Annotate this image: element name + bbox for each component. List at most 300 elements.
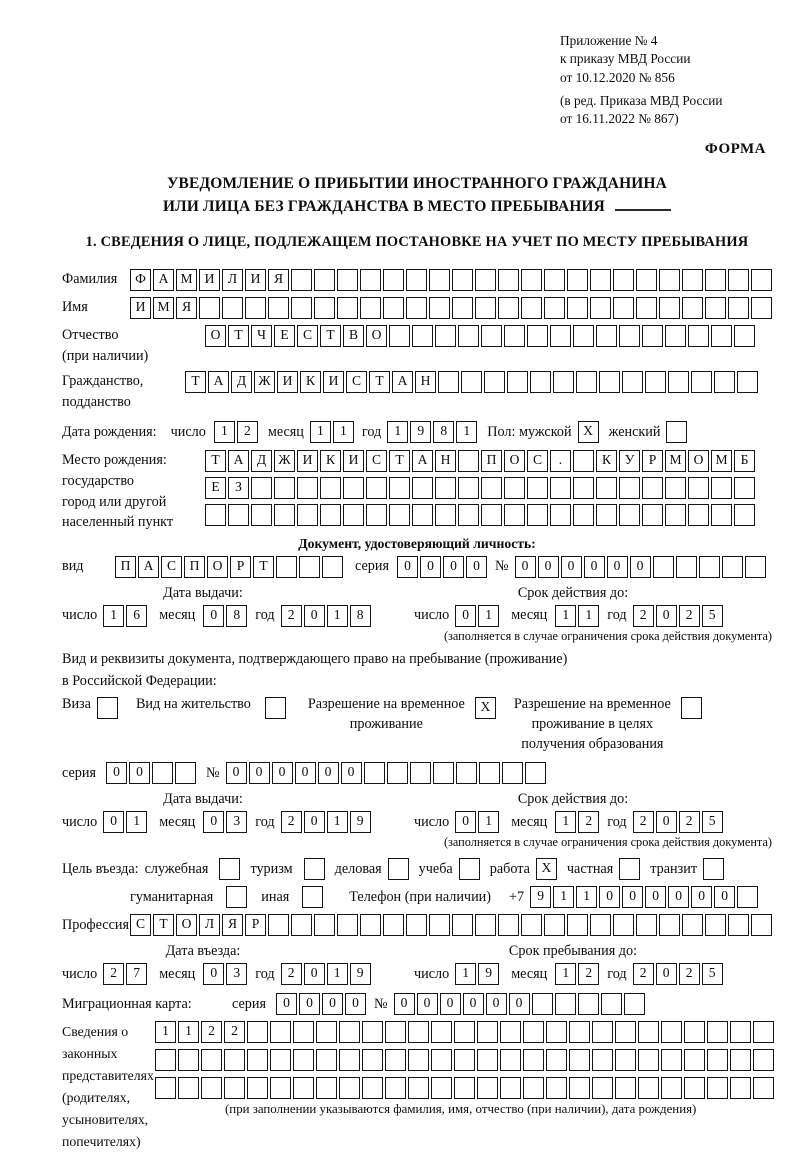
- char-box[interactable]: [406, 297, 427, 319]
- char-box[interactable]: Т: [369, 371, 390, 393]
- char-box[interactable]: 3: [226, 963, 247, 985]
- char-box[interactable]: [530, 371, 551, 393]
- char-box[interactable]: [688, 504, 709, 526]
- char-box[interactable]: [224, 1049, 245, 1071]
- char-box[interactable]: М: [176, 269, 197, 291]
- char-box[interactable]: [682, 297, 703, 319]
- char-box[interactable]: [201, 1077, 222, 1099]
- char-box[interactable]: [734, 504, 755, 526]
- char-box[interactable]: Ж: [274, 450, 295, 472]
- char-box[interactable]: 0: [466, 556, 487, 578]
- char-box[interactable]: [322, 556, 343, 578]
- char-box[interactable]: [691, 371, 712, 393]
- char-box[interactable]: [433, 762, 454, 784]
- char-box[interactable]: 0: [455, 811, 476, 833]
- char-box[interactable]: [728, 269, 749, 291]
- char-box[interactable]: Б: [734, 450, 755, 472]
- purpose-humanitarian-checkbox[interactable]: [226, 886, 247, 908]
- char-box[interactable]: Я: [222, 914, 243, 936]
- purpose-private-checkbox[interactable]: [619, 858, 640, 880]
- char-box[interactable]: О: [688, 450, 709, 472]
- char-box[interactable]: 0: [561, 556, 582, 578]
- char-box[interactable]: [389, 325, 410, 347]
- char-box[interactable]: [498, 297, 519, 319]
- char-box[interactable]: [481, 504, 502, 526]
- char-box[interactable]: [410, 762, 431, 784]
- char-box[interactable]: 0: [276, 993, 297, 1015]
- char-box[interactable]: [360, 297, 381, 319]
- char-box[interactable]: 1: [555, 963, 576, 985]
- char-box[interactable]: [590, 914, 611, 936]
- char-box[interactable]: [454, 1077, 475, 1099]
- char-box[interactable]: 0: [656, 811, 677, 833]
- char-box[interactable]: [550, 504, 571, 526]
- char-box[interactable]: [320, 477, 341, 499]
- char-box[interactable]: 1: [126, 811, 147, 833]
- char-box[interactable]: [481, 477, 502, 499]
- char-box[interactable]: [454, 1049, 475, 1071]
- char-box[interactable]: Т: [389, 450, 410, 472]
- char-box[interactable]: С: [297, 325, 318, 347]
- char-box[interactable]: [408, 1049, 429, 1071]
- char-box[interactable]: В: [343, 325, 364, 347]
- purpose-official-checkbox[interactable]: [219, 858, 240, 880]
- char-box[interactable]: [590, 269, 611, 291]
- char-box[interactable]: А: [228, 450, 249, 472]
- char-box[interactable]: [314, 914, 335, 936]
- char-box[interactable]: А: [138, 556, 159, 578]
- char-box[interactable]: [477, 1049, 498, 1071]
- char-box[interactable]: И: [297, 450, 318, 472]
- char-box[interactable]: [567, 297, 588, 319]
- char-box[interactable]: [360, 269, 381, 291]
- char-box[interactable]: [385, 1049, 406, 1071]
- char-box[interactable]: [477, 1021, 498, 1043]
- char-box[interactable]: [751, 297, 772, 319]
- char-box[interactable]: 0: [394, 993, 415, 1015]
- char-box[interactable]: С: [130, 914, 151, 936]
- char-box[interactable]: [730, 1021, 751, 1043]
- char-box[interactable]: [665, 504, 686, 526]
- char-box[interactable]: А: [208, 371, 229, 393]
- char-box[interactable]: С: [366, 450, 387, 472]
- char-box[interactable]: [714, 371, 735, 393]
- char-box[interactable]: [569, 1077, 590, 1099]
- char-box[interactable]: И: [199, 269, 220, 291]
- char-box[interactable]: 1: [555, 605, 576, 627]
- char-box[interactable]: 1: [576, 886, 597, 908]
- char-box[interactable]: [360, 914, 381, 936]
- char-box[interactable]: [152, 762, 173, 784]
- char-box[interactable]: [527, 325, 548, 347]
- char-box[interactable]: [728, 914, 749, 936]
- char-box[interactable]: [544, 269, 565, 291]
- char-box[interactable]: [550, 477, 571, 499]
- char-box[interactable]: [521, 269, 542, 291]
- char-box[interactable]: 0: [515, 556, 536, 578]
- char-box[interactable]: [299, 556, 320, 578]
- char-box[interactable]: [688, 325, 709, 347]
- char-box[interactable]: [245, 297, 266, 319]
- char-box[interactable]: 1: [553, 886, 574, 908]
- char-box[interactable]: [753, 1077, 774, 1099]
- char-box[interactable]: [316, 1021, 337, 1043]
- char-box[interactable]: [337, 914, 358, 936]
- char-box[interactable]: [619, 325, 640, 347]
- char-box[interactable]: [316, 1077, 337, 1099]
- char-box[interactable]: [527, 477, 548, 499]
- char-box[interactable]: Е: [274, 325, 295, 347]
- char-box[interactable]: [475, 914, 496, 936]
- char-box[interactable]: 0: [272, 762, 293, 784]
- char-box[interactable]: И: [130, 297, 151, 319]
- char-box[interactable]: 0: [584, 556, 605, 578]
- char-box[interactable]: [475, 297, 496, 319]
- char-box[interactable]: [636, 269, 657, 291]
- char-box[interactable]: 2: [633, 605, 654, 627]
- char-box[interactable]: [364, 762, 385, 784]
- char-box[interactable]: [707, 1021, 728, 1043]
- purpose-work-checkbox[interactable]: X: [536, 858, 557, 880]
- char-box[interactable]: [722, 556, 743, 578]
- char-box[interactable]: [699, 556, 720, 578]
- char-box[interactable]: [613, 297, 634, 319]
- char-box[interactable]: 0: [249, 762, 270, 784]
- char-box[interactable]: [592, 1021, 613, 1043]
- char-box[interactable]: [682, 269, 703, 291]
- char-box[interactable]: 9: [410, 421, 431, 443]
- char-box[interactable]: [684, 1021, 705, 1043]
- char-box[interactable]: [270, 1049, 291, 1071]
- char-box[interactable]: [661, 1021, 682, 1043]
- char-box[interactable]: [383, 914, 404, 936]
- char-box[interactable]: 0: [304, 811, 325, 833]
- char-box[interactable]: [297, 477, 318, 499]
- char-box[interactable]: П: [481, 450, 502, 472]
- char-box[interactable]: [546, 1021, 567, 1043]
- char-box[interactable]: 0: [622, 886, 643, 908]
- char-box[interactable]: [711, 477, 732, 499]
- char-box[interactable]: [661, 1077, 682, 1099]
- char-box[interactable]: [458, 450, 479, 472]
- char-box[interactable]: [682, 914, 703, 936]
- char-box[interactable]: [431, 1049, 452, 1071]
- char-box[interactable]: 2: [281, 605, 302, 627]
- char-box[interactable]: 2: [633, 811, 654, 833]
- char-box[interactable]: 0: [226, 762, 247, 784]
- char-box[interactable]: [178, 1077, 199, 1099]
- char-box[interactable]: [452, 269, 473, 291]
- char-box[interactable]: [155, 1049, 176, 1071]
- char-box[interactable]: [596, 504, 617, 526]
- char-box[interactable]: 0: [645, 886, 666, 908]
- char-box[interactable]: [507, 371, 528, 393]
- char-box[interactable]: [642, 325, 663, 347]
- char-box[interactable]: [619, 504, 640, 526]
- char-box[interactable]: 0: [607, 556, 628, 578]
- char-box[interactable]: [435, 477, 456, 499]
- char-box[interactable]: [734, 477, 755, 499]
- char-box[interactable]: 0: [668, 886, 689, 908]
- char-box[interactable]: М: [153, 297, 174, 319]
- char-box[interactable]: 1: [327, 963, 348, 985]
- sex-male-checkbox[interactable]: X: [578, 421, 599, 443]
- char-box[interactable]: 1: [578, 605, 599, 627]
- char-box[interactable]: [546, 1049, 567, 1071]
- char-box[interactable]: [479, 762, 500, 784]
- char-box[interactable]: 5: [702, 963, 723, 985]
- char-box[interactable]: [707, 1077, 728, 1099]
- char-box[interactable]: [316, 1049, 337, 1071]
- char-box[interactable]: 0: [420, 556, 441, 578]
- purpose-transit-checkbox[interactable]: [703, 858, 724, 880]
- char-box[interactable]: [668, 371, 689, 393]
- char-box[interactable]: [636, 297, 657, 319]
- char-box[interactable]: [615, 1049, 636, 1071]
- char-box[interactable]: 0: [443, 556, 464, 578]
- char-box[interactable]: Н: [435, 450, 456, 472]
- char-box[interactable]: [343, 504, 364, 526]
- char-box[interactable]: [521, 297, 542, 319]
- char-box[interactable]: [653, 556, 674, 578]
- char-box[interactable]: П: [184, 556, 205, 578]
- char-box[interactable]: 2: [578, 963, 599, 985]
- char-box[interactable]: 2: [237, 421, 258, 443]
- char-box[interactable]: [504, 325, 525, 347]
- char-box[interactable]: Т: [185, 371, 206, 393]
- char-box[interactable]: [567, 269, 588, 291]
- char-box[interactable]: [429, 297, 450, 319]
- purpose-study-checkbox[interactable]: [459, 858, 480, 880]
- char-box[interactable]: 7: [126, 963, 147, 985]
- char-box[interactable]: 2: [201, 1021, 222, 1043]
- char-box[interactable]: О: [504, 450, 525, 472]
- char-box[interactable]: [711, 504, 732, 526]
- char-box[interactable]: [222, 297, 243, 319]
- char-box[interactable]: [314, 269, 335, 291]
- char-box[interactable]: М: [711, 450, 732, 472]
- char-box[interactable]: [247, 1049, 268, 1071]
- char-box[interactable]: [638, 1049, 659, 1071]
- char-box[interactable]: [293, 1021, 314, 1043]
- char-box[interactable]: 0: [299, 993, 320, 1015]
- char-box[interactable]: [291, 914, 312, 936]
- char-box[interactable]: Л: [199, 914, 220, 936]
- char-box[interactable]: [544, 297, 565, 319]
- char-box[interactable]: 2: [633, 963, 654, 985]
- char-box[interactable]: И: [277, 371, 298, 393]
- char-box[interactable]: [270, 1077, 291, 1099]
- char-box[interactable]: [339, 1049, 360, 1071]
- char-box[interactable]: Т: [153, 914, 174, 936]
- char-box[interactable]: [224, 1077, 245, 1099]
- char-box[interactable]: [500, 1049, 521, 1071]
- char-box[interactable]: 1: [103, 605, 124, 627]
- char-box[interactable]: [665, 325, 686, 347]
- char-box[interactable]: 8: [226, 605, 247, 627]
- char-box[interactable]: [274, 504, 295, 526]
- char-box[interactable]: [337, 269, 358, 291]
- char-box[interactable]: Н: [415, 371, 436, 393]
- char-box[interactable]: [498, 269, 519, 291]
- char-box[interactable]: [291, 297, 312, 319]
- char-box[interactable]: 1: [478, 811, 499, 833]
- char-box[interactable]: О: [366, 325, 387, 347]
- char-box[interactable]: [576, 371, 597, 393]
- char-box[interactable]: [546, 1077, 567, 1099]
- char-box[interactable]: М: [665, 450, 686, 472]
- char-box[interactable]: [297, 504, 318, 526]
- char-box[interactable]: 8: [350, 605, 371, 627]
- char-box[interactable]: [429, 269, 450, 291]
- char-box[interactable]: [270, 1021, 291, 1043]
- char-box[interactable]: Т: [253, 556, 274, 578]
- char-box[interactable]: [573, 504, 594, 526]
- char-box[interactable]: 2: [281, 811, 302, 833]
- char-box[interactable]: [684, 1049, 705, 1071]
- char-box[interactable]: [619, 477, 640, 499]
- char-box[interactable]: [454, 1021, 475, 1043]
- char-box[interactable]: 0: [304, 963, 325, 985]
- char-box[interactable]: [624, 993, 645, 1015]
- char-box[interactable]: 0: [417, 993, 438, 1015]
- char-box[interactable]: [291, 269, 312, 291]
- char-box[interactable]: 0: [106, 762, 127, 784]
- char-box[interactable]: [366, 477, 387, 499]
- char-box[interactable]: 8: [433, 421, 454, 443]
- char-box[interactable]: [642, 504, 663, 526]
- char-box[interactable]: [659, 914, 680, 936]
- char-box[interactable]: [599, 371, 620, 393]
- char-box[interactable]: [293, 1049, 314, 1071]
- char-box[interactable]: [567, 914, 588, 936]
- char-box[interactable]: [734, 325, 755, 347]
- char-box[interactable]: 1: [333, 421, 354, 443]
- char-box[interactable]: [251, 477, 272, 499]
- char-box[interactable]: 0: [304, 605, 325, 627]
- char-box[interactable]: 2: [281, 963, 302, 985]
- char-box[interactable]: 1: [456, 421, 477, 443]
- char-box[interactable]: Ж: [254, 371, 275, 393]
- char-box[interactable]: [665, 477, 686, 499]
- visa-checkbox[interactable]: [97, 697, 118, 719]
- char-box[interactable]: 0: [714, 886, 735, 908]
- char-box[interactable]: [504, 504, 525, 526]
- char-box[interactable]: [408, 1021, 429, 1043]
- char-box[interactable]: [458, 325, 479, 347]
- char-box[interactable]: [383, 269, 404, 291]
- char-box[interactable]: [461, 371, 482, 393]
- char-box[interactable]: [753, 1049, 774, 1071]
- char-box[interactable]: [228, 504, 249, 526]
- char-box[interactable]: [578, 993, 599, 1015]
- char-box[interactable]: [452, 297, 473, 319]
- char-box[interactable]: [435, 325, 456, 347]
- char-box[interactable]: [385, 1021, 406, 1043]
- char-box[interactable]: С: [527, 450, 548, 472]
- char-box[interactable]: 0: [691, 886, 712, 908]
- char-box[interactable]: [553, 371, 574, 393]
- char-box[interactable]: [247, 1077, 268, 1099]
- char-box[interactable]: [645, 371, 666, 393]
- char-box[interactable]: П: [115, 556, 136, 578]
- char-box[interactable]: [339, 1077, 360, 1099]
- char-box[interactable]: [525, 762, 546, 784]
- char-box[interactable]: Я: [268, 269, 289, 291]
- residence-permit-checkbox[interactable]: [265, 697, 286, 719]
- char-box[interactable]: [268, 914, 289, 936]
- char-box[interactable]: [456, 762, 477, 784]
- char-box[interactable]: [613, 914, 634, 936]
- char-box[interactable]: Д: [251, 450, 272, 472]
- char-box[interactable]: [337, 297, 358, 319]
- char-box[interactable]: Т: [205, 450, 226, 472]
- char-box[interactable]: [569, 1021, 590, 1043]
- char-box[interactable]: [615, 1021, 636, 1043]
- char-box[interactable]: [705, 269, 726, 291]
- char-box[interactable]: [435, 504, 456, 526]
- char-box[interactable]: Ч: [251, 325, 272, 347]
- char-box[interactable]: Р: [642, 450, 663, 472]
- char-box[interactable]: 0: [509, 993, 530, 1015]
- char-box[interactable]: И: [343, 450, 364, 472]
- char-box[interactable]: [500, 1077, 521, 1099]
- char-box[interactable]: [573, 450, 594, 472]
- char-box[interactable]: О: [205, 325, 226, 347]
- char-box[interactable]: 9: [478, 963, 499, 985]
- char-box[interactable]: 0: [341, 762, 362, 784]
- char-box[interactable]: [730, 1077, 751, 1099]
- purpose-tourism-checkbox[interactable]: [304, 858, 325, 880]
- char-box[interactable]: 0: [656, 605, 677, 627]
- char-box[interactable]: [199, 297, 220, 319]
- char-box[interactable]: 1: [387, 421, 408, 443]
- temp-residence-checkbox[interactable]: X: [475, 697, 496, 719]
- char-box[interactable]: [596, 325, 617, 347]
- char-box[interactable]: [251, 504, 272, 526]
- char-box[interactable]: [385, 1077, 406, 1099]
- char-box[interactable]: [484, 371, 505, 393]
- char-box[interactable]: [314, 297, 335, 319]
- char-box[interactable]: [642, 477, 663, 499]
- char-box[interactable]: [523, 1077, 544, 1099]
- temp-residence-education-checkbox[interactable]: [681, 697, 702, 719]
- char-box[interactable]: 1: [214, 421, 235, 443]
- char-box[interactable]: [659, 269, 680, 291]
- char-box[interactable]: З: [228, 477, 249, 499]
- char-box[interactable]: [688, 477, 709, 499]
- char-box[interactable]: [737, 886, 758, 908]
- char-box[interactable]: [362, 1049, 383, 1071]
- char-box[interactable]: [737, 371, 758, 393]
- char-box[interactable]: Д: [231, 371, 252, 393]
- char-box[interactable]: [705, 914, 726, 936]
- char-box[interactable]: [155, 1077, 176, 1099]
- char-box[interactable]: [389, 504, 410, 526]
- char-box[interactable]: О: [207, 556, 228, 578]
- char-box[interactable]: 2: [679, 811, 700, 833]
- char-box[interactable]: [550, 325, 571, 347]
- char-box[interactable]: [613, 269, 634, 291]
- char-box[interactable]: [481, 325, 502, 347]
- char-box[interactable]: 0: [203, 811, 224, 833]
- char-box[interactable]: [638, 1021, 659, 1043]
- char-box[interactable]: [636, 914, 657, 936]
- char-box[interactable]: А: [153, 269, 174, 291]
- char-box[interactable]: [601, 993, 622, 1015]
- char-box[interactable]: [276, 556, 297, 578]
- char-box[interactable]: Ф: [130, 269, 151, 291]
